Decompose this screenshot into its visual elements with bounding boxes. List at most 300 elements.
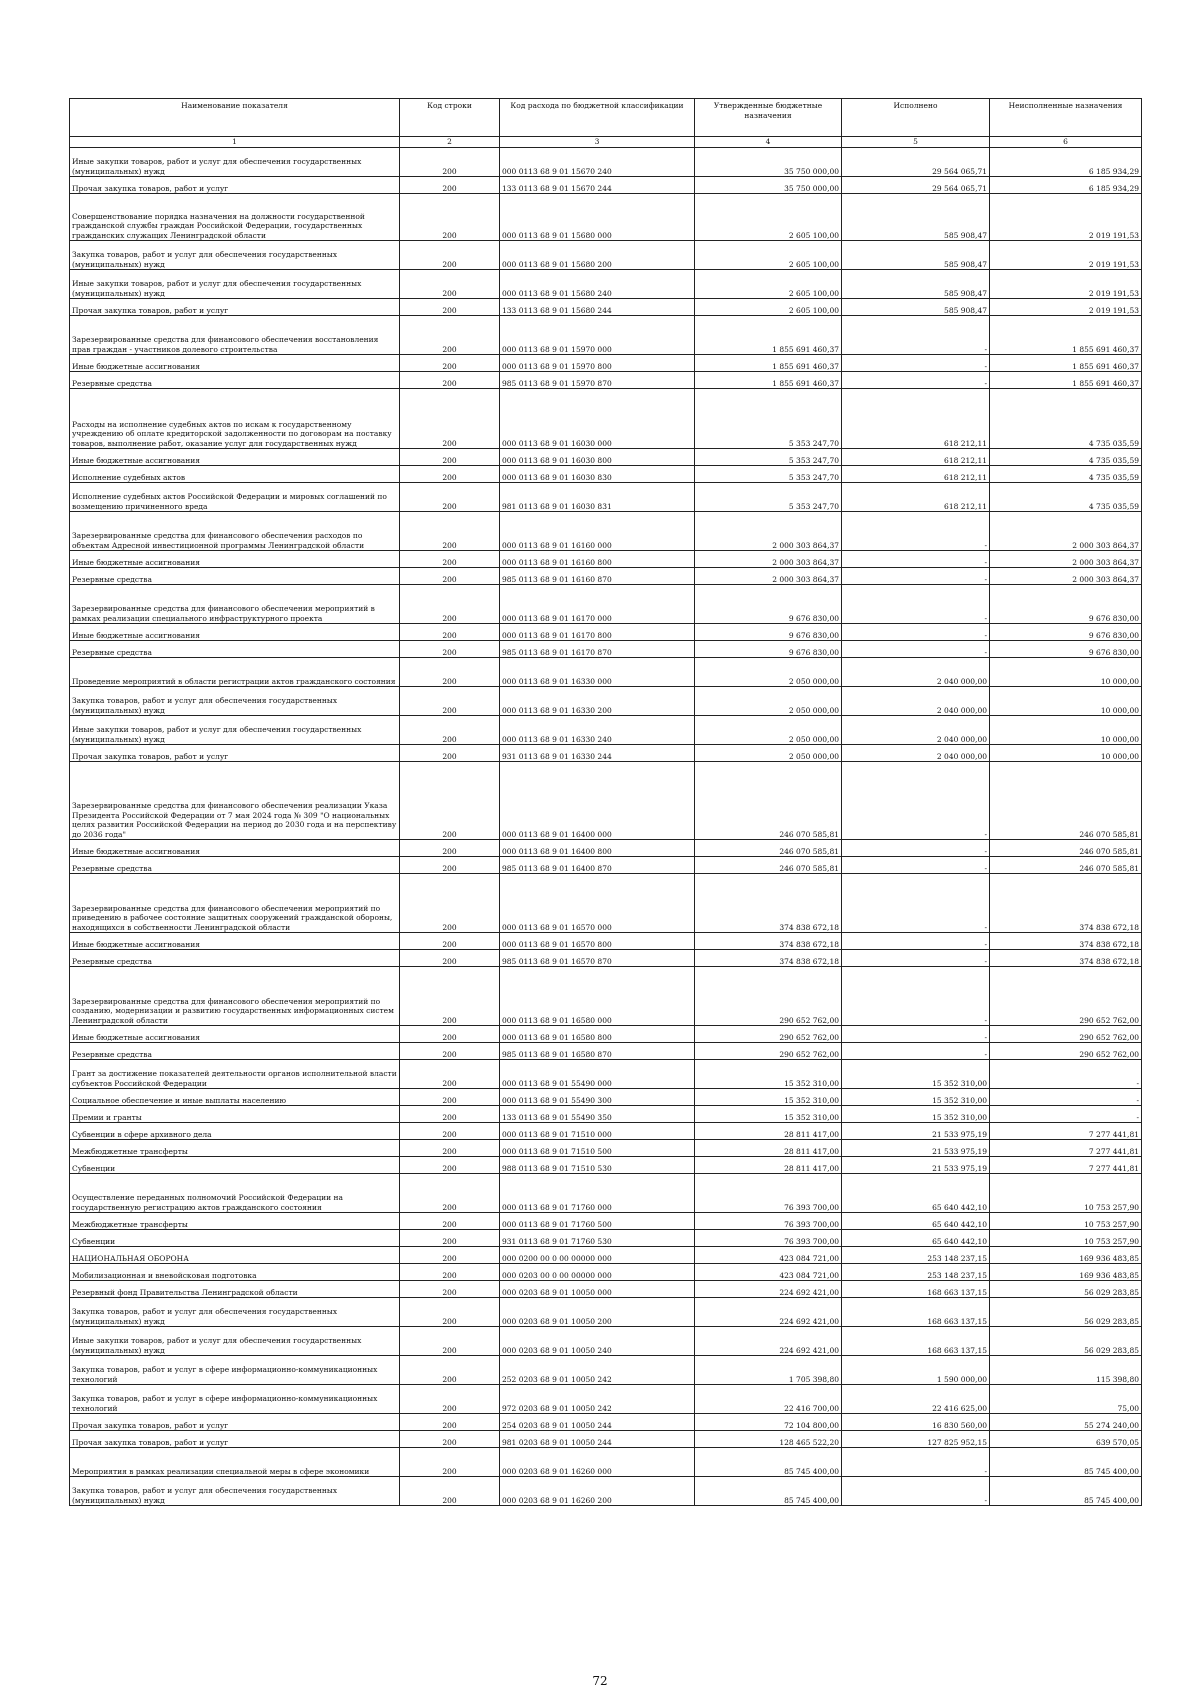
row-unexecuted: 246 070 585,81 xyxy=(990,857,1142,874)
row-approved: 2 050 000,00 xyxy=(695,687,842,716)
row-approved: 1 855 691 460,37 xyxy=(695,355,842,372)
row-unexecuted: 6 185 934,29 xyxy=(990,177,1142,194)
row-line-code: 200 xyxy=(400,745,500,762)
row-budget-code: 000 0200 00 0 00 00000 000 xyxy=(500,1247,695,1264)
row-budget-code: 931 0113 68 9 01 16330 244 xyxy=(500,745,695,762)
row-name: Иные бюджетные ассигнования xyxy=(70,449,400,466)
table-row xyxy=(70,1298,1142,1327)
row-name: Резервные средства xyxy=(70,857,400,874)
row-unexecuted: 374 838 672,18 xyxy=(990,874,1142,933)
row-approved: 76 393 700,00 xyxy=(695,1230,842,1247)
table-row xyxy=(70,177,1142,194)
row-budget-code: 000 0203 68 9 01 10050 240 xyxy=(500,1327,695,1356)
row-name: Расходы на исполнение судебных актов по искам к государственному учреждению об оплате кредиторской задолженности по договорам на поставку товаров, выполнение работ, оказание услуг для государственных нужд xyxy=(70,389,400,449)
row-approved: 374 838 672,18 xyxy=(695,874,842,933)
table-row xyxy=(70,194,1142,241)
row-budget-code: 981 0113 68 9 01 16030 831 xyxy=(500,483,695,512)
row-budget-code: 254 0203 68 9 01 10050 244 xyxy=(500,1414,695,1431)
row-budget-code: 985 0113 68 9 01 16580 870 xyxy=(500,1043,695,1060)
row-budget-code: 000 0113 68 9 01 15970 800 xyxy=(500,355,695,372)
row-unexecuted: 10 000,00 xyxy=(990,687,1142,716)
row-name: Иные бюджетные ассигнования xyxy=(70,624,400,641)
row-line-code: 200 xyxy=(400,389,500,449)
row-executed: - xyxy=(842,933,990,950)
row-name: Зарезервированные средства для финансового обеспечения мероприятий в рамках реализации специального инфраструктурного проекта xyxy=(70,585,400,624)
row-approved: 9 676 830,00 xyxy=(695,585,842,624)
table-row xyxy=(70,641,1142,658)
table-row xyxy=(70,1060,1142,1089)
row-approved: 374 838 672,18 xyxy=(695,933,842,950)
row-budget-code: 000 0113 68 9 01 16170 800 xyxy=(500,624,695,641)
row-budget-code: 252 0203 68 9 01 10050 242 xyxy=(500,1356,695,1385)
row-budget-code: 000 0203 68 9 01 10050 200 xyxy=(500,1298,695,1327)
table-row xyxy=(70,1385,1142,1414)
header-executed: Исполнено xyxy=(842,99,990,137)
row-unexecuted: 374 838 672,18 xyxy=(990,950,1142,967)
row-unexecuted: 1 855 691 460,37 xyxy=(990,316,1142,355)
row-name: Осуществление переданных полномочий Российской Федерации на государственную регистрацию актов гражданского состояния xyxy=(70,1174,400,1213)
row-line-code: 200 xyxy=(400,449,500,466)
table-row xyxy=(70,1089,1142,1106)
row-name: Межбюджетные трансферты xyxy=(70,1140,400,1157)
row-unexecuted: 56 029 283,85 xyxy=(990,1298,1142,1327)
row-name: Закупка товаров, работ и услуг для обеспечения государственных (муниципальных) нужд xyxy=(70,241,400,270)
row-unexecuted: 2 000 303 864,37 xyxy=(990,551,1142,568)
table-row xyxy=(70,1174,1142,1213)
row-executed: 585 908,47 xyxy=(842,299,990,316)
row-executed: - xyxy=(842,316,990,355)
row-line-code: 200 xyxy=(400,950,500,967)
row-unexecuted: 639 570,05 xyxy=(990,1431,1142,1448)
row-unexecuted: 9 676 830,00 xyxy=(990,585,1142,624)
row-approved: 2 605 100,00 xyxy=(695,270,842,299)
row-name: НАЦИОНАЛЬНАЯ ОБОРОНА xyxy=(70,1247,400,1264)
row-unexecuted: 85 745 400,00 xyxy=(990,1477,1142,1506)
row-name: Субвенции в сфере архивного дела xyxy=(70,1123,400,1140)
row-unexecuted: 2 019 191,53 xyxy=(990,299,1142,316)
row-name: Закупка товаров, работ и услуг в сфере информационно-коммуникационных технологий xyxy=(70,1356,400,1385)
row-unexecuted: 6 185 934,29 xyxy=(990,148,1142,177)
row-budget-code: 000 0203 68 9 01 16260 200 xyxy=(500,1477,695,1506)
row-line-code: 200 xyxy=(400,270,500,299)
column-number: 5 xyxy=(842,137,990,148)
row-unexecuted: 7 277 441,81 xyxy=(990,1140,1142,1157)
row-approved: 423 084 721,00 xyxy=(695,1247,842,1264)
row-name: Иные закупки товаров, работ и услуг для обеспечения государственных (муниципальных) нужд xyxy=(70,716,400,745)
row-executed: 618 212,11 xyxy=(842,449,990,466)
row-name: Иные бюджетные ассигнования xyxy=(70,551,400,568)
row-budget-code: 133 0113 68 9 01 15670 244 xyxy=(500,177,695,194)
table-row xyxy=(70,1213,1142,1230)
row-executed: - xyxy=(842,551,990,568)
row-approved: 28 811 417,00 xyxy=(695,1140,842,1157)
row-budget-code: 000 0113 68 9 01 15680 000 xyxy=(500,194,695,241)
row-line-code: 200 xyxy=(400,624,500,641)
row-budget-code: 000 0113 68 9 01 71510 500 xyxy=(500,1140,695,1157)
row-executed: 2 040 000,00 xyxy=(842,687,990,716)
header-approved: Утвержденные бюджетные назначения xyxy=(695,99,842,137)
row-approved: 290 652 762,00 xyxy=(695,1043,842,1060)
row-name: Зарезервированные средства для финансового обеспечения реализации Указа Президента Российской Федерации от 7 мая 2024 года № 309 "О национальных целях развития Российской Федерации на период до 2030 года и на перспективу до 2036 года" xyxy=(70,762,400,840)
row-executed: - xyxy=(842,857,990,874)
table-row xyxy=(70,1140,1142,1157)
table-row xyxy=(70,840,1142,857)
row-name: Резервные средства xyxy=(70,950,400,967)
row-budget-code: 000 0113 68 9 01 16400 800 xyxy=(500,840,695,857)
table-row xyxy=(70,355,1142,372)
table-row xyxy=(70,762,1142,840)
table-row xyxy=(70,483,1142,512)
row-budget-code: 985 0113 68 9 01 16400 870 xyxy=(500,857,695,874)
row-unexecuted: 10 000,00 xyxy=(990,716,1142,745)
row-approved: 5 353 247,70 xyxy=(695,466,842,483)
row-line-code: 200 xyxy=(400,551,500,568)
header-budget-code: Код расхода по бюджетной классификации xyxy=(500,99,695,137)
header-line-code: Код строки xyxy=(400,99,500,137)
row-budget-code: 985 0113 68 9 01 16170 870 xyxy=(500,641,695,658)
row-unexecuted: 4 735 035,59 xyxy=(990,466,1142,483)
column-number: 6 xyxy=(990,137,1142,148)
column-number: 3 xyxy=(500,137,695,148)
row-line-code: 200 xyxy=(400,194,500,241)
row-approved: 128 465 522,20 xyxy=(695,1431,842,1448)
row-name: Прочая закупка товаров, работ и услуг xyxy=(70,745,400,762)
table-row xyxy=(70,1414,1142,1431)
row-name: Исполнение судебных актов xyxy=(70,466,400,483)
row-line-code: 200 xyxy=(400,687,500,716)
row-line-code: 200 xyxy=(400,762,500,840)
row-name: Иные закупки товаров, работ и услуг для обеспечения государственных (муниципальных) нужд xyxy=(70,1327,400,1356)
row-executed: 127 825 952,15 xyxy=(842,1431,990,1448)
table-row xyxy=(70,933,1142,950)
row-budget-code: 000 0113 68 9 01 71510 000 xyxy=(500,1123,695,1140)
row-budget-code: 000 0113 68 9 01 16030 800 xyxy=(500,449,695,466)
row-line-code: 200 xyxy=(400,1414,500,1431)
row-executed: - xyxy=(842,967,990,1026)
row-executed: 29 564 065,71 xyxy=(842,148,990,177)
header-row xyxy=(70,99,1142,137)
row-unexecuted: - xyxy=(990,1106,1142,1123)
row-budget-code: 000 0113 68 9 01 55490 300 xyxy=(500,1089,695,1106)
row-unexecuted: 169 936 483,85 xyxy=(990,1264,1142,1281)
row-budget-code: 133 0113 68 9 01 15680 244 xyxy=(500,299,695,316)
row-line-code: 200 xyxy=(400,355,500,372)
row-line-code: 200 xyxy=(400,874,500,933)
row-approved: 5 353 247,70 xyxy=(695,483,842,512)
row-executed: 65 640 442,10 xyxy=(842,1230,990,1247)
row-budget-code: 985 0113 68 9 01 16570 870 xyxy=(500,950,695,967)
table-row xyxy=(70,1327,1142,1356)
row-unexecuted: 246 070 585,81 xyxy=(990,762,1142,840)
row-approved: 2 050 000,00 xyxy=(695,716,842,745)
row-executed: - xyxy=(842,1043,990,1060)
row-approved: 22 416 700,00 xyxy=(695,1385,842,1414)
row-executed: 21 533 975,19 xyxy=(842,1140,990,1157)
row-line-code: 200 xyxy=(400,316,500,355)
row-name: Зарезервированные средства для финансового обеспечения мероприятий по приведению в рабочее состояние защитных сооружений гражданской обороны, находящихся в собственности Ленинградской области xyxy=(70,874,400,933)
row-line-code: 200 xyxy=(400,1281,500,1298)
row-unexecuted: 290 652 762,00 xyxy=(990,967,1142,1026)
row-approved: 246 070 585,81 xyxy=(695,762,842,840)
row-name: Совершенствование порядка назначения на должности государственной гражданской службы граждан Российской Федерации, государственных гражданских служащих Ленинградской области xyxy=(70,194,400,241)
table-row xyxy=(70,950,1142,967)
row-budget-code: 000 0113 68 9 01 16580 800 xyxy=(500,1026,695,1043)
table-row xyxy=(70,389,1142,449)
row-unexecuted: 169 936 483,85 xyxy=(990,1247,1142,1264)
row-line-code: 200 xyxy=(400,641,500,658)
row-line-code: 200 xyxy=(400,1448,500,1477)
row-name: Иные бюджетные ассигнования xyxy=(70,1026,400,1043)
row-line-code: 200 xyxy=(400,177,500,194)
row-name: Зарезервированные средства для финансового обеспечения расходов по объектам Адресной инвестиционной программы Ленинградской области xyxy=(70,512,400,551)
row-executed: 253 148 237,15 xyxy=(842,1264,990,1281)
row-name: Закупка товаров, работ и услуг в сфере информационно-коммуникационных технологий xyxy=(70,1385,400,1414)
row-executed: 585 908,47 xyxy=(842,194,990,241)
row-unexecuted: - xyxy=(990,1060,1142,1089)
row-name: Закупка товаров, работ и услуг для обеспечения государственных (муниципальных) нужд xyxy=(70,687,400,716)
table-row xyxy=(70,512,1142,551)
row-name: Премии и гранты xyxy=(70,1106,400,1123)
row-approved: 85 745 400,00 xyxy=(695,1448,842,1477)
row-line-code: 200 xyxy=(400,1174,500,1213)
row-line-code: 200 xyxy=(400,483,500,512)
row-line-code: 200 xyxy=(400,1356,500,1385)
row-name: Межбюджетные трансферты xyxy=(70,1213,400,1230)
row-unexecuted: 2 019 191,53 xyxy=(990,270,1142,299)
row-budget-code: 000 0113 68 9 01 16570 000 xyxy=(500,874,695,933)
row-name: Проведение мероприятий в области регистрации актов гражданского состояния xyxy=(70,658,400,687)
row-approved: 28 811 417,00 xyxy=(695,1123,842,1140)
row-executed: 16 830 560,00 xyxy=(842,1414,990,1431)
row-approved: 374 838 672,18 xyxy=(695,950,842,967)
row-line-code: 200 xyxy=(400,512,500,551)
row-budget-code: 000 0113 68 9 01 15680 200 xyxy=(500,241,695,270)
row-name: Закупка товаров, работ и услуг для обеспечения государственных (муниципальных) нужд xyxy=(70,1298,400,1327)
row-budget-code: 000 0113 68 9 01 16030 000 xyxy=(500,389,695,449)
row-executed: 585 908,47 xyxy=(842,270,990,299)
row-approved: 290 652 762,00 xyxy=(695,1026,842,1043)
table-row xyxy=(70,551,1142,568)
row-line-code: 200 xyxy=(400,372,500,389)
row-budget-code: 000 0113 68 9 01 16400 000 xyxy=(500,762,695,840)
row-approved: 76 393 700,00 xyxy=(695,1213,842,1230)
row-executed: 15 352 310,00 xyxy=(842,1060,990,1089)
row-budget-code: 000 0113 68 9 01 16330 200 xyxy=(500,687,695,716)
row-unexecuted: 7 277 441,81 xyxy=(990,1123,1142,1140)
row-budget-code: 000 0113 68 9 01 15670 240 xyxy=(500,148,695,177)
header-unexecuted: Неисполненные назначения xyxy=(990,99,1142,137)
row-approved: 224 692 421,00 xyxy=(695,1281,842,1298)
row-executed: 2 040 000,00 xyxy=(842,745,990,762)
row-line-code: 200 xyxy=(400,658,500,687)
row-executed: 2 040 000,00 xyxy=(842,716,990,745)
row-approved: 9 676 830,00 xyxy=(695,641,842,658)
row-executed: 618 212,11 xyxy=(842,483,990,512)
row-unexecuted: 55 274 240,00 xyxy=(990,1414,1142,1431)
row-line-code: 200 xyxy=(400,1385,500,1414)
row-line-code: 200 xyxy=(400,1477,500,1506)
row-line-code: 200 xyxy=(400,1026,500,1043)
row-line-code: 200 xyxy=(400,716,500,745)
row-budget-code: 000 0113 68 9 01 16580 000 xyxy=(500,967,695,1026)
table-row xyxy=(70,1281,1142,1298)
table-row xyxy=(70,1247,1142,1264)
row-executed: 618 212,11 xyxy=(842,466,990,483)
row-approved: 224 692 421,00 xyxy=(695,1298,842,1327)
row-unexecuted: 4 735 035,59 xyxy=(990,483,1142,512)
table-row xyxy=(70,568,1142,585)
row-name: Грант за достижение показателей деятельности органов исполнительной власти субъектов Российской Федерации xyxy=(70,1060,400,1089)
row-executed: 21 533 975,19 xyxy=(842,1123,990,1140)
row-executed: - xyxy=(842,512,990,551)
row-name: Иные закупки товаров, работ и услуг для обеспечения государственных (муниципальных) нужд xyxy=(70,148,400,177)
row-unexecuted: 2 000 303 864,37 xyxy=(990,512,1142,551)
row-line-code: 200 xyxy=(400,148,500,177)
row-unexecuted: 4 735 035,59 xyxy=(990,389,1142,449)
table-row xyxy=(70,1157,1142,1174)
row-unexecuted: 374 838 672,18 xyxy=(990,933,1142,950)
row-executed: 2 040 000,00 xyxy=(842,658,990,687)
row-name: Субвенции xyxy=(70,1157,400,1174)
row-name: Иные бюджетные ассигнования xyxy=(70,355,400,372)
table-row xyxy=(70,585,1142,624)
row-line-code: 200 xyxy=(400,933,500,950)
row-budget-code: 981 0203 68 9 01 10050 244 xyxy=(500,1431,695,1448)
row-approved: 423 084 721,00 xyxy=(695,1264,842,1281)
row-executed: 65 640 442,10 xyxy=(842,1174,990,1213)
row-budget-code: 985 0113 68 9 01 15970 870 xyxy=(500,372,695,389)
row-executed: - xyxy=(842,840,990,857)
row-budget-code: 972 0203 68 9 01 10050 242 xyxy=(500,1385,695,1414)
row-line-code: 200 xyxy=(400,1043,500,1060)
row-budget-code: 000 0113 68 9 01 71760 500 xyxy=(500,1213,695,1230)
row-unexecuted: 4 735 035,59 xyxy=(990,449,1142,466)
row-approved: 2 605 100,00 xyxy=(695,241,842,270)
row-approved: 1 855 691 460,37 xyxy=(695,316,842,355)
row-unexecuted: 10 753 257,90 xyxy=(990,1213,1142,1230)
row-executed: - xyxy=(842,624,990,641)
row-line-code: 200 xyxy=(400,299,500,316)
row-unexecuted: 2 019 191,53 xyxy=(990,241,1142,270)
row-approved: 5 353 247,70 xyxy=(695,389,842,449)
row-approved: 2 000 303 864,37 xyxy=(695,568,842,585)
table-row xyxy=(70,270,1142,299)
row-name: Прочая закупка товаров, работ и услуг xyxy=(70,1414,400,1431)
row-line-code: 200 xyxy=(400,967,500,1026)
row-budget-code: 000 0113 68 9 01 16330 000 xyxy=(500,658,695,687)
row-line-code: 200 xyxy=(400,1213,500,1230)
row-unexecuted: 9 676 830,00 xyxy=(990,641,1142,658)
row-name: Иные бюджетные ассигнования xyxy=(70,933,400,950)
row-budget-code: 000 0203 68 9 01 16260 000 xyxy=(500,1448,695,1477)
row-name: Иные закупки товаров, работ и услуг для обеспечения государственных (муниципальных) нужд xyxy=(70,270,400,299)
row-name: Прочая закупка товаров, работ и услуг xyxy=(70,1431,400,1448)
row-line-code: 200 xyxy=(400,1089,500,1106)
row-budget-code: 000 0113 68 9 01 16160 000 xyxy=(500,512,695,551)
row-line-code: 200 xyxy=(400,1247,500,1264)
table-row xyxy=(70,1448,1142,1477)
row-name: Резервные средства xyxy=(70,372,400,389)
row-line-code: 200 xyxy=(400,1264,500,1281)
table-row xyxy=(70,716,1142,745)
row-unexecuted: 85 745 400,00 xyxy=(990,1448,1142,1477)
row-name: Субвенции xyxy=(70,1230,400,1247)
row-executed: 21 533 975,19 xyxy=(842,1157,990,1174)
row-budget-code: 985 0113 68 9 01 16160 870 xyxy=(500,568,695,585)
row-approved: 1 705 398,80 xyxy=(695,1356,842,1385)
row-line-code: 200 xyxy=(400,1431,500,1448)
table-row xyxy=(70,1230,1142,1247)
row-executed: 168 663 137,15 xyxy=(842,1327,990,1356)
row-budget-code: 000 0113 68 9 01 16570 800 xyxy=(500,933,695,950)
row-approved: 246 070 585,81 xyxy=(695,857,842,874)
row-unexecuted: 115 398,80 xyxy=(990,1356,1142,1385)
row-executed: - xyxy=(842,950,990,967)
column-number: 1 xyxy=(70,137,400,148)
row-unexecuted: 290 652 762,00 xyxy=(990,1026,1142,1043)
row-name: Мобилизационная и вневойсковая подготовка xyxy=(70,1264,400,1281)
row-executed: 253 148 237,15 xyxy=(842,1247,990,1264)
row-approved: 9 676 830,00 xyxy=(695,624,842,641)
row-approved: 72 104 800,00 xyxy=(695,1414,842,1431)
row-unexecuted: 56 029 283,85 xyxy=(990,1281,1142,1298)
row-approved: 2 605 100,00 xyxy=(695,299,842,316)
row-line-code: 200 xyxy=(400,1140,500,1157)
row-approved: 2 000 303 864,37 xyxy=(695,512,842,551)
row-unexecuted: 290 652 762,00 xyxy=(990,1043,1142,1060)
table-row xyxy=(70,1431,1142,1448)
row-approved: 2 605 100,00 xyxy=(695,194,842,241)
row-executed: - xyxy=(842,641,990,658)
row-line-code: 200 xyxy=(400,1157,500,1174)
row-unexecuted: 2 019 191,53 xyxy=(990,194,1142,241)
row-executed: - xyxy=(842,1026,990,1043)
table-row xyxy=(70,299,1142,316)
row-unexecuted: 2 000 303 864,37 xyxy=(990,568,1142,585)
row-unexecuted: 1 855 691 460,37 xyxy=(990,372,1142,389)
row-unexecuted: 1 855 691 460,37 xyxy=(990,355,1142,372)
table-row xyxy=(70,1106,1142,1123)
table-row xyxy=(70,466,1142,483)
row-executed: 168 663 137,15 xyxy=(842,1281,990,1298)
row-name: Зарезервированные средства для финансового обеспечения мероприятий по созданию, модернизации и развитию государственных информационных систем Ленинградской области xyxy=(70,967,400,1026)
row-name: Иные бюджетные ассигнования xyxy=(70,840,400,857)
row-unexecuted: 56 029 283,85 xyxy=(990,1327,1142,1356)
row-approved: 85 745 400,00 xyxy=(695,1477,842,1506)
row-approved: 15 352 310,00 xyxy=(695,1060,842,1089)
row-unexecuted: 10 000,00 xyxy=(990,745,1142,762)
row-approved: 76 393 700,00 xyxy=(695,1174,842,1213)
budget-execution-table xyxy=(69,98,1142,1506)
page-number: 72 xyxy=(592,1674,608,1688)
row-line-code: 200 xyxy=(400,466,500,483)
row-executed: 15 352 310,00 xyxy=(842,1089,990,1106)
row-approved: 2 050 000,00 xyxy=(695,745,842,762)
row-executed: 22 416 625,00 xyxy=(842,1385,990,1414)
table-row xyxy=(70,745,1142,762)
row-executed: 168 663 137,15 xyxy=(842,1298,990,1327)
row-executed: 29 564 065,71 xyxy=(842,177,990,194)
row-executed: - xyxy=(842,585,990,624)
table-row xyxy=(70,857,1142,874)
table-row xyxy=(70,1043,1142,1060)
row-line-code: 200 xyxy=(400,1298,500,1327)
table-row xyxy=(70,967,1142,1026)
row-line-code: 200 xyxy=(400,1123,500,1140)
table-row xyxy=(70,316,1142,355)
row-line-code: 200 xyxy=(400,1106,500,1123)
row-name: Исполнение судебных актов Российской Федерации и мировых соглашений по возмещению причиненного вреда xyxy=(70,483,400,512)
